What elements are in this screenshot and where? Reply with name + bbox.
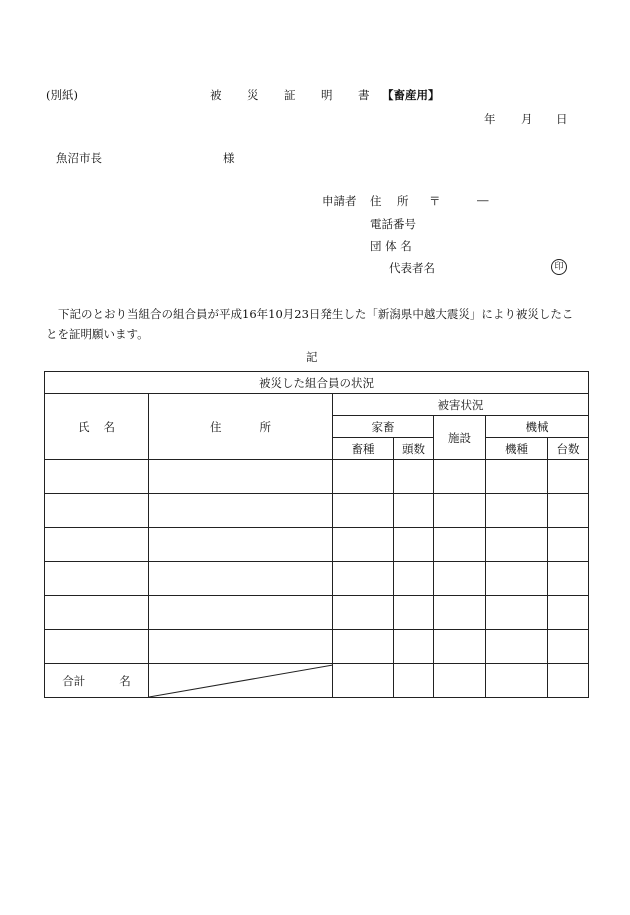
table-cell[interactable] (548, 664, 589, 698)
applicant-label: 申請者 (322, 194, 357, 208)
representative-label: 代表者名 (389, 261, 435, 275)
table-row (45, 460, 589, 494)
table-caption: 被災した組合員の状況 (45, 372, 589, 394)
total-row (45, 664, 589, 698)
table-cell[interactable] (394, 494, 434, 528)
total-char-2: 名 (119, 673, 131, 688)
victims-table (44, 371, 589, 698)
title-char: 明 (321, 88, 333, 102)
address-column-header (149, 394, 333, 460)
body-line-2: とを証明願います。 (46, 327, 149, 341)
table-cell[interactable] (333, 528, 394, 562)
table-cell[interactable] (548, 562, 589, 596)
postal-dash: ― (477, 193, 489, 207)
table-row (45, 630, 589, 664)
table-cell[interactable] (333, 630, 394, 664)
table-cell[interactable] (149, 460, 333, 494)
table-cell[interactable] (486, 630, 548, 664)
table-cell[interactable] (333, 562, 394, 596)
table-cell[interactable] (333, 596, 394, 630)
table-cell[interactable] (45, 460, 149, 494)
title-char: 書 (358, 88, 370, 102)
addressee-honorific: 様 (223, 151, 235, 165)
table-cell[interactable] (394, 664, 434, 698)
table-cell[interactable] (394, 460, 434, 494)
address-label-1: 住 (370, 194, 382, 208)
date-month: 月 (521, 112, 533, 126)
table-cell[interactable] (45, 494, 149, 528)
phone-label: 電話番号 (370, 217, 416, 231)
name-col-char-1: 氏 (78, 419, 90, 434)
table-cell[interactable] (548, 460, 589, 494)
table-cell[interactable] (434, 494, 486, 528)
table-cell[interactable] (548, 596, 589, 630)
addr-col-char-1: 住 (210, 419, 222, 434)
livestock-type-header: 畜種 (333, 438, 394, 460)
attachment-label: (別紙) (46, 88, 78, 102)
table-cell[interactable] (394, 562, 434, 596)
ki-mark: 記 (306, 350, 318, 364)
unit-count-header: 台数 (548, 438, 589, 460)
table-cell[interactable] (548, 528, 589, 562)
head-count-header: 頭数 (394, 438, 434, 460)
table-cell[interactable] (333, 460, 394, 494)
table-cell[interactable] (486, 562, 548, 596)
table-row (45, 596, 589, 630)
date-year: 年 (484, 112, 496, 126)
table-cell[interactable] (434, 562, 486, 596)
table-cell[interactable] (149, 562, 333, 596)
group-name-label: 団 体 名 (370, 239, 412, 253)
name-col-char-2: 名 (103, 419, 115, 434)
addressee-name: 魚沼市長 (56, 151, 102, 165)
postal-mark: 〒 (429, 194, 441, 208)
table-cell[interactable] (486, 596, 548, 630)
table-cell[interactable] (486, 460, 548, 494)
seal-mark: 印 (551, 259, 567, 275)
table-row (45, 494, 589, 528)
table-cell[interactable] (486, 528, 548, 562)
table-cell[interactable] (486, 494, 548, 528)
table-row (45, 562, 589, 596)
date-day: 日 (556, 112, 568, 126)
total-address-cell (149, 664, 333, 698)
table-cell[interactable] (548, 494, 589, 528)
table-row (45, 528, 589, 562)
table-cell[interactable] (333, 664, 394, 698)
table-cell[interactable] (333, 494, 394, 528)
name-column-header (45, 394, 149, 460)
diagonal-strike (149, 664, 333, 698)
table-cell[interactable] (45, 528, 149, 562)
title-suffix: 【畜産用】 (382, 88, 440, 102)
machinery-header: 機械 (486, 416, 589, 438)
table-cell[interactable] (45, 562, 149, 596)
title-char: 災 (247, 88, 259, 102)
total-label (45, 664, 149, 698)
facilities-header: 施設 (434, 416, 486, 460)
table-cell[interactable] (434, 596, 486, 630)
table-cell[interactable] (434, 460, 486, 494)
table-cell[interactable] (394, 528, 434, 562)
addr-col-char-2: 所 (259, 419, 271, 434)
table-cell[interactable] (434, 630, 486, 664)
table-cell[interactable] (394, 596, 434, 630)
damage-status-header: 被害状況 (333, 394, 589, 416)
title-char: 証 (284, 88, 296, 102)
total-char-1: 合計 (62, 673, 86, 688)
livestock-header: 家畜 (333, 416, 434, 438)
table-cell[interactable] (149, 494, 333, 528)
machine-type-header: 機種 (486, 438, 548, 460)
table-cell[interactable] (45, 596, 149, 630)
table-cell[interactable] (45, 630, 149, 664)
table-cell[interactable] (434, 664, 486, 698)
title-char: 被 (210, 88, 222, 102)
table-cell[interactable] (548, 630, 589, 664)
table-cell[interactable] (149, 596, 333, 630)
table-cell[interactable] (486, 664, 548, 698)
address-label-2: 所 (397, 194, 409, 208)
table-cell[interactable] (149, 528, 333, 562)
table-cell[interactable] (394, 630, 434, 664)
body-line-1: 下記のとおり当組合の組合員が平成16年10月23日発生した「新潟県中越大震災」により被災したこ (58, 307, 574, 321)
table-cell[interactable] (434, 528, 486, 562)
table-cell[interactable] (149, 630, 333, 664)
